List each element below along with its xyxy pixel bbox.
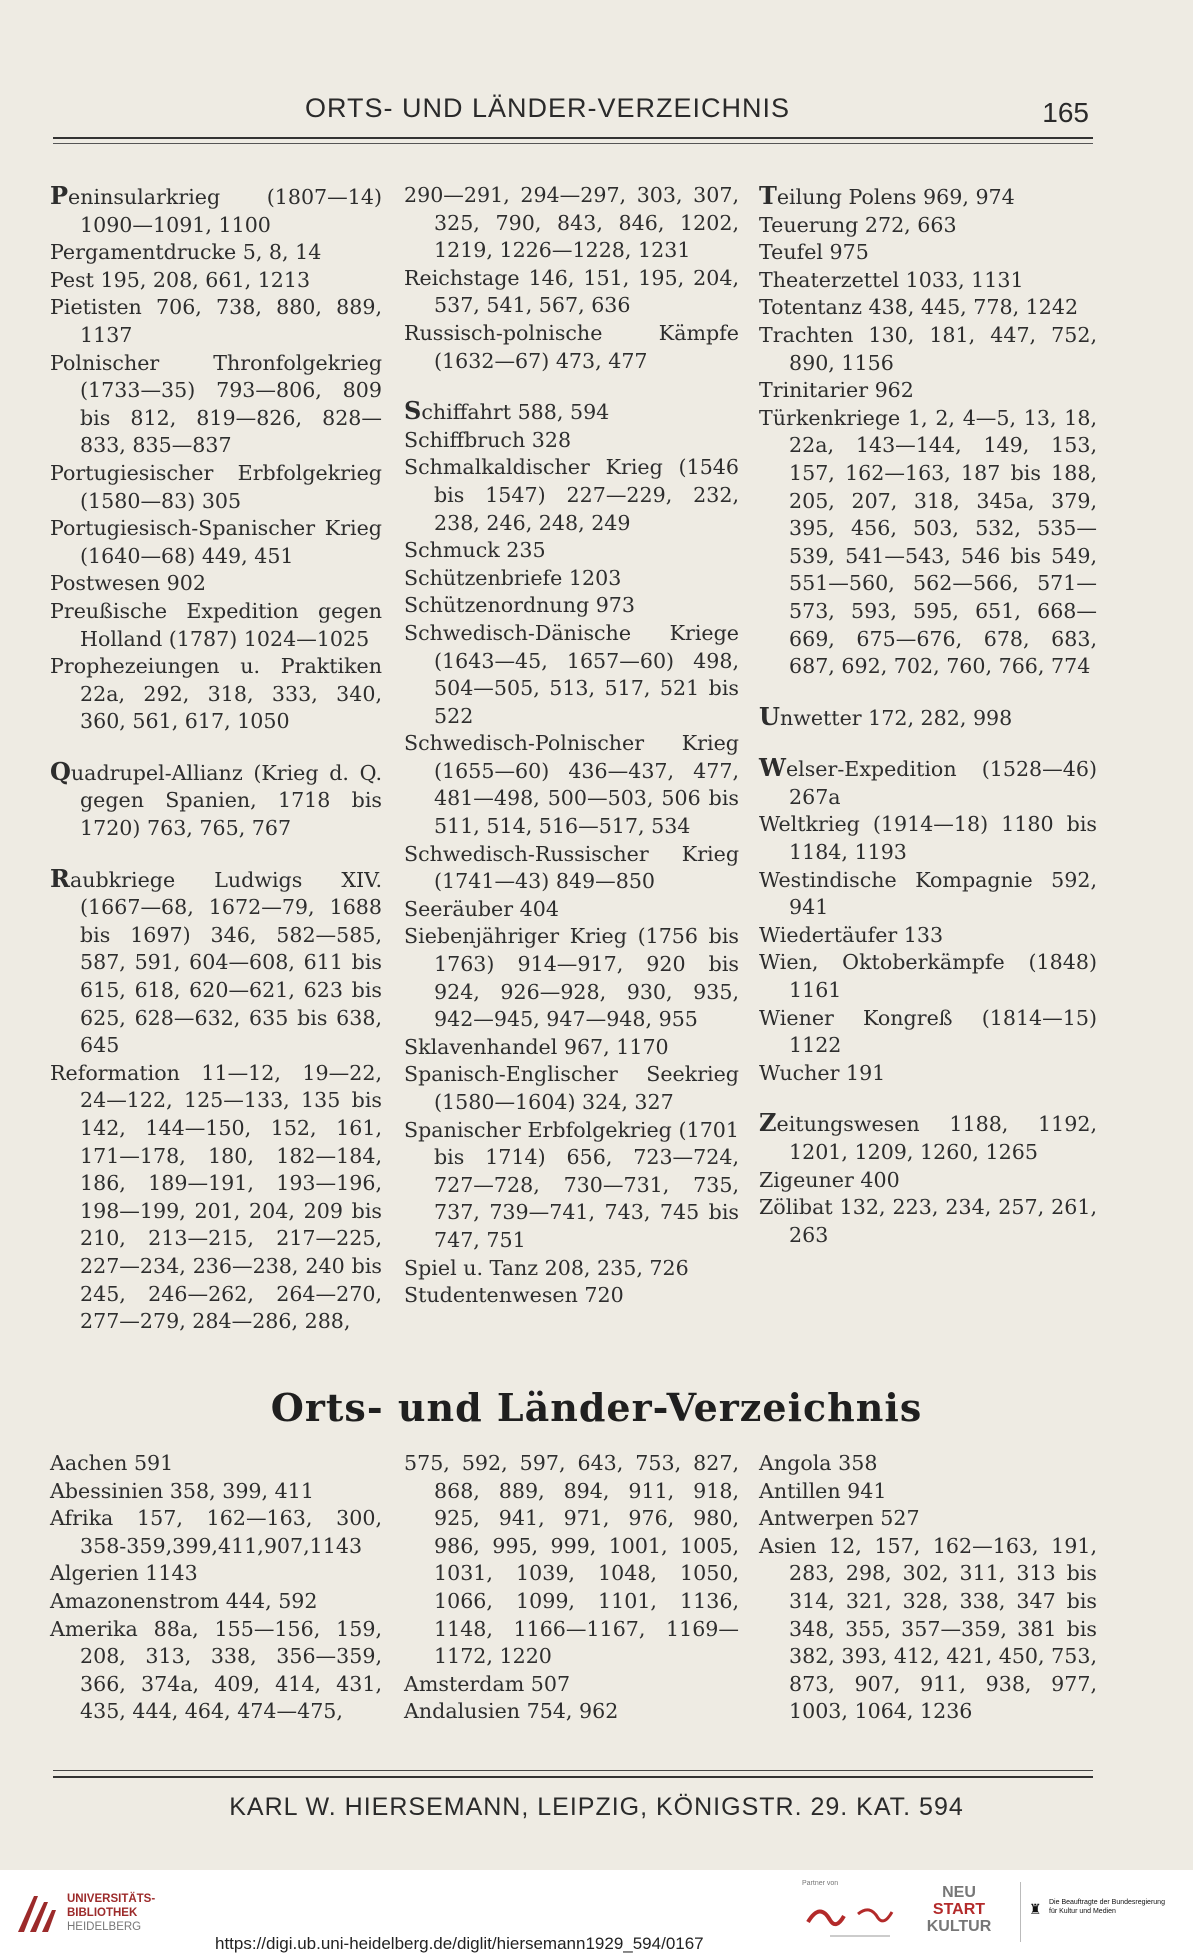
index-entry <box>404 537 739 565</box>
entry-text: Algerien 1143 <box>50 1561 198 1586</box>
index-entry <box>404 427 739 455</box>
entry-text: Studentenwesen 720 <box>404 1283 624 1308</box>
entry-text: Wiedertäufer 133 <box>759 922 944 947</box>
index-entry <box>404 182 739 265</box>
entry-text: Angola 358 <box>759 1451 878 1475</box>
index-entry <box>759 754 1097 811</box>
index-entry <box>759 377 1097 405</box>
entry-text: eninsularkrieg (1807—14) 1090—1091, 1100 <box>68 185 382 237</box>
page-number: 165 <box>1042 97 1089 128</box>
top-column-2 <box>404 182 739 1310</box>
index-entry <box>759 1060 1097 1088</box>
top-column-3 <box>759 182 1097 1249</box>
federal-line: für Kultur und Medien <box>1049 1908 1116 1915</box>
index-entry <box>759 949 1097 1004</box>
entry-text: Schwedisch-Dänische Kriege (1643—45, 1657—60) 498, 504—505, 513, 517, 521 bis 522 <box>404 620 739 728</box>
entry-text: Wien, Oktoberkämpfe (1848) 1161 <box>759 950 1097 1003</box>
index-entry <box>50 653 382 736</box>
ub-heidelberg-logo-icon[interactable] <box>14 1892 58 1936</box>
entry-text: Trinitarier 962 <box>759 378 914 403</box>
bottom-column-2 <box>404 1450 739 1726</box>
index-entry <box>759 1109 1097 1166</box>
index-entry <box>759 1478 1097 1506</box>
index-entry <box>759 1533 1097 1726</box>
index-entry <box>404 841 739 896</box>
index-entry <box>404 1282 739 1310</box>
index-entry <box>759 811 1097 866</box>
index-entry <box>759 182 1097 212</box>
entry-text: Türkenkriege 1, 2, 4—5, 13, 18, 22a, 143—144, 149, 153, 157, 162—163, 187 bis 188, 205, 207, 318, 345a, 379, 395, 456, 503, 532, 535—539, 541—543, 546 bis 549, 551—560, 562—566, 571—573, 593, 595, 651, 668—669, 675—676, 678, 683, 687, 692, 702, 760, 766, 774 <box>759 405 1097 679</box>
index-entry <box>50 239 382 267</box>
entry-text: Schwedisch-Polnischer Krieg (1655—60) 436—437, 477, 481—498, 500—503, 506 bis 511, 514, 516—517, 534 <box>404 731 739 839</box>
index-entry <box>759 703 1097 733</box>
index-entry <box>759 294 1097 322</box>
entry-initial: U <box>759 701 780 731</box>
entry-text: 290—291, 294—297, 303, 307, 325, 790, 843, 846, 1202, 1219, 1226—1228, 1231 <box>404 183 739 263</box>
index-entry <box>50 1560 382 1588</box>
index-entry <box>50 1588 382 1616</box>
index-entry <box>759 922 1097 950</box>
entry-text: Abessinien 358, 399, 411 <box>50 1478 314 1503</box>
entry-text: Sklavenhandel 967, 1170 <box>404 1034 669 1059</box>
entry-text: Prophezeiungen u. Praktiken 22a, 292, 318, 333, 340, 360, 561, 617, 1050 <box>50 654 382 734</box>
running-title: ORTS- UND LÄNDER-VERZEICHNIS <box>305 93 791 123</box>
entry-text: Schmuck 235 <box>404 538 546 563</box>
entry-text: Antillen 941 <box>759 1478 887 1503</box>
entry-text: Schützenbriefe 1203 <box>404 565 622 590</box>
entry-text: eilung Polens 969, 974 <box>776 185 1015 209</box>
index-entry <box>50 865 382 1060</box>
library-name-line: HEIDELBERG <box>67 1921 142 1933</box>
entry-text: Aachen 591 <box>50 1451 174 1475</box>
bottom-column-1 <box>50 1450 382 1726</box>
entry-text: Postwesen 902 <box>50 571 206 596</box>
index-entry <box>50 1478 382 1506</box>
index-entry <box>759 1194 1097 1249</box>
index-entry <box>50 460 382 515</box>
entry-text: Reichstage 146, 151, 195, 204, 537, 541, 567, 636 <box>404 265 739 318</box>
header-rule-thin <box>53 143 1093 144</box>
index-entry <box>759 405 1097 681</box>
entry-text: Pergamentdrucke 5, 8, 14 <box>50 240 322 265</box>
federal-government-logo[interactable] <box>1020 1882 1171 1942</box>
entry-text: Spanischer Erbfolgekrieg (1701 bis 1714) 656, 723—724, 727—728, 730—731, 735, 737, 739—741, 743, 745 bis 747, 751 <box>404 1117 739 1252</box>
index-entry <box>759 322 1097 377</box>
library-name-line: BIBLIOTHEK <box>67 1907 138 1919</box>
index-entry <box>404 1671 739 1699</box>
entry-text: Portugiesisch-Spanischer Krieg (1640—68) 449, 451 <box>50 516 382 568</box>
entry-text: Antwerpen 527 <box>759 1506 920 1531</box>
entry-text: Pest 195, 208, 661, 1213 <box>50 267 311 292</box>
index-entry <box>404 565 739 593</box>
entry-text: Weltkrieg (1914—18) 1180 bis 1184, 1193 <box>759 812 1097 865</box>
index-entry <box>404 1034 739 1062</box>
index-entry <box>404 1698 739 1726</box>
index-entry <box>404 454 739 537</box>
bottom-column-3 <box>759 1450 1097 1726</box>
entry-text: Theaterzettel 1033, 1131 <box>759 267 1024 292</box>
top-column-1 <box>50 182 382 1336</box>
index-entry <box>404 1117 739 1255</box>
index-entry <box>50 267 382 295</box>
entry-text: Russisch-polnische Kämpfe (1632—67) 473, 477 <box>404 320 739 373</box>
federal-government-text <box>1049 1898 1165 1916</box>
index-entry <box>50 294 382 349</box>
entry-text: Amerika 88a, 155—156, 159, 208, 313, 338, 356—359, 366, 374a, 409, 414, 431, 435, 444, 464, 474—475, <box>50 1616 382 1724</box>
partner-label: Partner von <box>802 1880 839 1887</box>
index-entry <box>404 896 739 924</box>
index-entry <box>50 1505 382 1560</box>
entry-text: Schwedisch-Russischer Krieg (1741—43) 849—850 <box>404 841 739 894</box>
entry-text: Amazonenstrom 444, 592 <box>50 1588 318 1613</box>
index-entry <box>50 570 382 598</box>
entry-text: elser-Expedition (1528—46) 267a <box>785 757 1097 809</box>
index-entry <box>50 350 382 460</box>
permalink-url[interactable]: https://digi.ub.uni-heidelberg.de/diglit/hiersemann1929_594/0167 <box>215 1934 704 1953</box>
entry-initial: T <box>759 181 777 210</box>
entry-text: Spanisch-Englischer Seekrieg (1580—1604) 324, 327 <box>404 1062 739 1114</box>
footer-rule-thin <box>53 1770 1093 1771</box>
eagle-icon: ♜ <box>1029 1902 1042 1918</box>
neustart-kultur-logo[interactable] <box>924 1884 994 1935</box>
index-entry <box>759 212 1097 240</box>
entry-text: chiffahrt 588, 594 <box>421 400 610 425</box>
entry-initial: R <box>50 863 70 893</box>
entry-text: Reformation 11—12, 19—22, 24—122, 125—133, 135 bis 142, 144—150, 152, 161, 171—178, 180, 182—184, 186, 189—191, 193—196, 198—199, 201, 204, 209 bis 210, 213—215, 217—225, 227—234, 236—238, 240 bis 245, 246—262, 264—270, 277—279, 284—286, 288, <box>50 1060 382 1334</box>
entry-text: Siebenjähriger Krieg (1756 bis 1763) 914—917, 920 bis 924, 926—928, 930, 935, 942—945, 947—948, 955 <box>404 924 739 1032</box>
entry-text: Totentanz 438, 445, 778, 1242 <box>759 295 1079 320</box>
library-name <box>67 1892 155 1934</box>
index-entry <box>50 598 382 653</box>
index-entry <box>404 265 739 320</box>
entry-initial: Q <box>50 756 71 786</box>
entry-initial: P <box>50 181 69 210</box>
index-entry <box>404 320 739 375</box>
index-entry <box>404 730 739 840</box>
entry-text: aubkriege Ludwigs XIV. (1667—68, 1672—79, 1688 bis 1697) 346, 582—585, 587, 591, 604—608, 611 bis 615, 618, 620—621, 623 bis 625, 628—632, 635 bis 638, 645 <box>69 867 382 1058</box>
index-entry <box>759 867 1097 922</box>
section-title: Orts- und Länder-Verzeichnis <box>270 1385 923 1430</box>
entry-text: uadrupel-Allianz (Krieg d. Q. gegen Spanien, 1718 bis 1720) 763, 765, 767 <box>70 760 382 841</box>
index-entry <box>404 923 739 1033</box>
entry-text: Teufel 975 <box>759 240 869 265</box>
header-rule <box>53 137 1093 139</box>
entry-text: Trachten 130, 181, 447, 752, 890, 1156 <box>759 322 1097 375</box>
entry-text: 575, 592, 597, 643, 753, 827, 868, 889, 894, 911, 918, 925, 941, 971, 976, 980, 986, 995, 999, 1001, 1005, 1031, 1039, 1048, 1050, 1066, 1099, 1101, 1136, 1148, 1166—1167, 1169—1172, 1220 <box>404 1451 739 1669</box>
index-entry <box>404 1255 739 1283</box>
index-entry <box>404 1061 739 1116</box>
entry-text: Asien 12, 157, 162—163, 191, 283, 298, 302, 311, 313 bis 314, 321, 328, 338, 347 bis 348, 355, 357—359, 381 bis 382, 393, 412, 421, 450, 753, 873, 907, 911, 938, 977, 1003, 1064, 1236 <box>759 1533 1097 1724</box>
entry-initial: Z <box>759 1108 777 1138</box>
entry-text: Schiffbruch 328 <box>404 427 572 452</box>
entry-text: Schützenordnung 973 <box>404 593 635 618</box>
index-entry <box>404 620 739 730</box>
index-entry <box>404 397 739 427</box>
entry-text: Afrika 157, 162—163, 300, 358-359,399,411,907,1143 <box>50 1506 382 1558</box>
entry-text: Westindische Kompagnie 592, 941 <box>759 867 1097 920</box>
entry-text: eitungswesen 1188, 1192, 1201, 1209, 1260, 1265 <box>776 1112 1097 1164</box>
neustart-line: NEU <box>942 1884 976 1901</box>
index-entry <box>759 1505 1097 1533</box>
entry-text: Wucher 191 <box>759 1060 886 1085</box>
index-entry <box>404 1450 739 1671</box>
entry-initial: W <box>759 753 786 783</box>
index-entry <box>50 1450 382 1478</box>
entry-text: Seeräuber 404 <box>404 896 559 921</box>
entry-text: Wiener Kongreß (1814—15) 1122 <box>759 1005 1097 1058</box>
index-entry <box>759 267 1097 295</box>
entry-text: Polnischer Thronfolgekrieg (1733—35) 793—806, 809 bis 812, 819—826, 828—833, 835—837 <box>50 350 382 458</box>
entry-text: Schmalkaldischer Krieg (1546 bis 1547) 227—229, 232, 238, 246, 248, 249 <box>404 455 739 535</box>
index-entry <box>759 1005 1097 1060</box>
footer-rule <box>53 1776 1093 1778</box>
library-name-line: UNIVERSITÄTS- <box>67 1893 156 1905</box>
entry-text: Preußische Expedition gegen Holland (1787) 1024—1025 <box>50 598 382 651</box>
entry-text: nwetter 172, 282, 998 <box>779 705 1013 730</box>
entry-text: Pietisten 706, 738, 880, 889, 1137 <box>50 295 382 347</box>
partner-logo-icon[interactable] <box>800 1892 910 1942</box>
entry-text: Amsterdam 507 <box>404 1671 571 1696</box>
viewer-footer <box>0 1870 1193 1960</box>
index-entry <box>50 515 382 570</box>
index-entry <box>404 592 739 620</box>
index-entry <box>50 758 382 843</box>
entry-initial: S <box>404 396 422 426</box>
neustart-line: KULTUR <box>926 1918 992 1935</box>
entry-text: Teuerung 272, 663 <box>759 212 957 237</box>
entry-text: Spiel u. Tanz 208, 235, 726 <box>404 1255 689 1280</box>
index-entry <box>50 1060 382 1336</box>
index-entry <box>50 182 382 239</box>
entry-text: Portugiesischer Erbfolgekrieg (1580—83) 305 <box>50 460 382 513</box>
entry-text: Zigeuner 400 <box>759 1167 900 1192</box>
index-entry <box>759 1167 1097 1195</box>
index-entry <box>759 239 1097 267</box>
index-entry <box>50 1616 382 1726</box>
neustart-line: START <box>932 1901 986 1918</box>
entry-text: Zölibat 132, 223, 234, 257, 261, 263 <box>759 1195 1097 1247</box>
federal-line: Die Beauftragte der Bundesregierung <box>1049 1899 1165 1906</box>
index-entry <box>759 1450 1097 1478</box>
entry-text: Andalusien 754, 962 <box>404 1699 619 1724</box>
publisher-line: KARL W. HIERSEMANN, LEIPZIG, KÖNIGSTR. 29. KAT. 594 <box>229 1793 964 1821</box>
